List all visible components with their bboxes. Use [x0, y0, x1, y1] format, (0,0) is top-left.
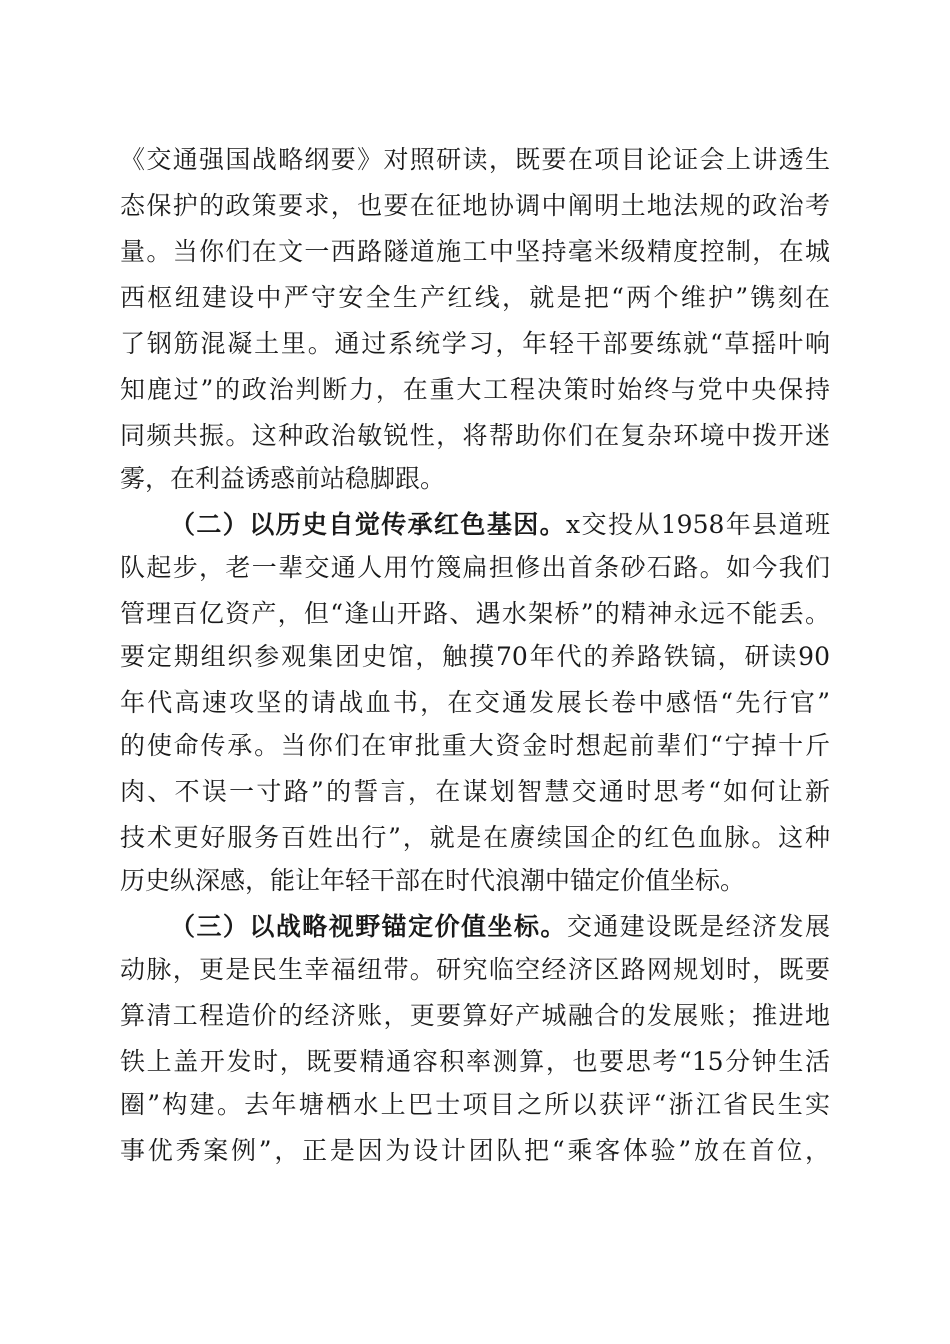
- section-heading: （二）以历史自觉传承红色基因。: [170, 510, 567, 539]
- body-line: 的使命传承。当你们在审批重大资金时想起前辈们“宁掉十斤: [120, 731, 830, 760]
- body-line: 队起步，老一辈交通人用竹篾扁担修出首条砂石路。如今我们: [120, 553, 830, 582]
- body-line: 知鹿过”的政治判断力，在重大工程决策时始终与党中央保持: [120, 375, 830, 404]
- body-line: 同频共振。这种政治敏锐性，将帮助你们在复杂环境中拨开迷: [120, 421, 830, 450]
- body-line: 了钢筋混凝土里。通过系统学习，年轻干部要练就“草摇叶响: [120, 329, 830, 358]
- section-heading: （三）以战略视野锚定价值坐标。: [170, 912, 567, 941]
- body-line: 《交通强国战略纲要》对照研读，既要在项目论证会上讲透生: [120, 145, 830, 174]
- body-line: 西枢纽建设中严守安全生产红线，就是把“两个维护”镌刻在: [120, 283, 830, 312]
- section-heading-line: [170, 505, 830, 545]
- body-line: 铁上盖开发时，既要精通容积率测算，也要思考“15分钟生活: [120, 1047, 830, 1076]
- body-line: 算清工程造价的经济账，更要算好产城融合的发展账；推进地: [120, 1001, 830, 1030]
- body-line: 量。当你们在文一西路隧道施工中坚持毫米级精度控制，在城: [120, 237, 830, 266]
- section-heading-line: [170, 907, 830, 947]
- body-line: 动脉，更是民生幸福纽带。研究临空经济区路网规划时，既要: [120, 955, 830, 984]
- body-line: 要定期组织参观集团史馆，触摸70年代的养路铁镐，研读90: [120, 642, 830, 671]
- body-line: 历史纵深感，能让年轻干部在时代浪潮中锚定价值坐标。: [120, 866, 746, 895]
- body-line: 圈”构建。去年塘栖水上巴士项目之所以获评“浙江省民生实: [120, 1090, 830, 1119]
- body-text: x交投从1958年县道班: [566, 510, 830, 539]
- body-text: 交通建设既是经济发展: [566, 912, 830, 941]
- body-line: 态保护的政策要求，也要在征地协调中阐明土地法规的政治考: [120, 191, 830, 220]
- body-line: 雾，在利益诱惑前站稳脚跟。: [120, 464, 446, 493]
- body-line: 肉、不误一寸路”的誓言，在谋划智慧交通时思考“如何让新: [120, 777, 830, 806]
- body-line: 年代高速攻坚的请战血书，在交通发展长卷中感悟“先行官”: [120, 688, 830, 717]
- body-line: 管理百亿资产，但“逢山开路、遇水架桥”的精神永远不能丢。: [120, 599, 830, 628]
- body-line: 技术更好服务百姓出行”，就是在赓续国企的红色血脉。这种: [120, 823, 830, 852]
- body-line: 事优秀案例”，正是因为设计团队把“乘客体验”放在首位，: [120, 1136, 830, 1165]
